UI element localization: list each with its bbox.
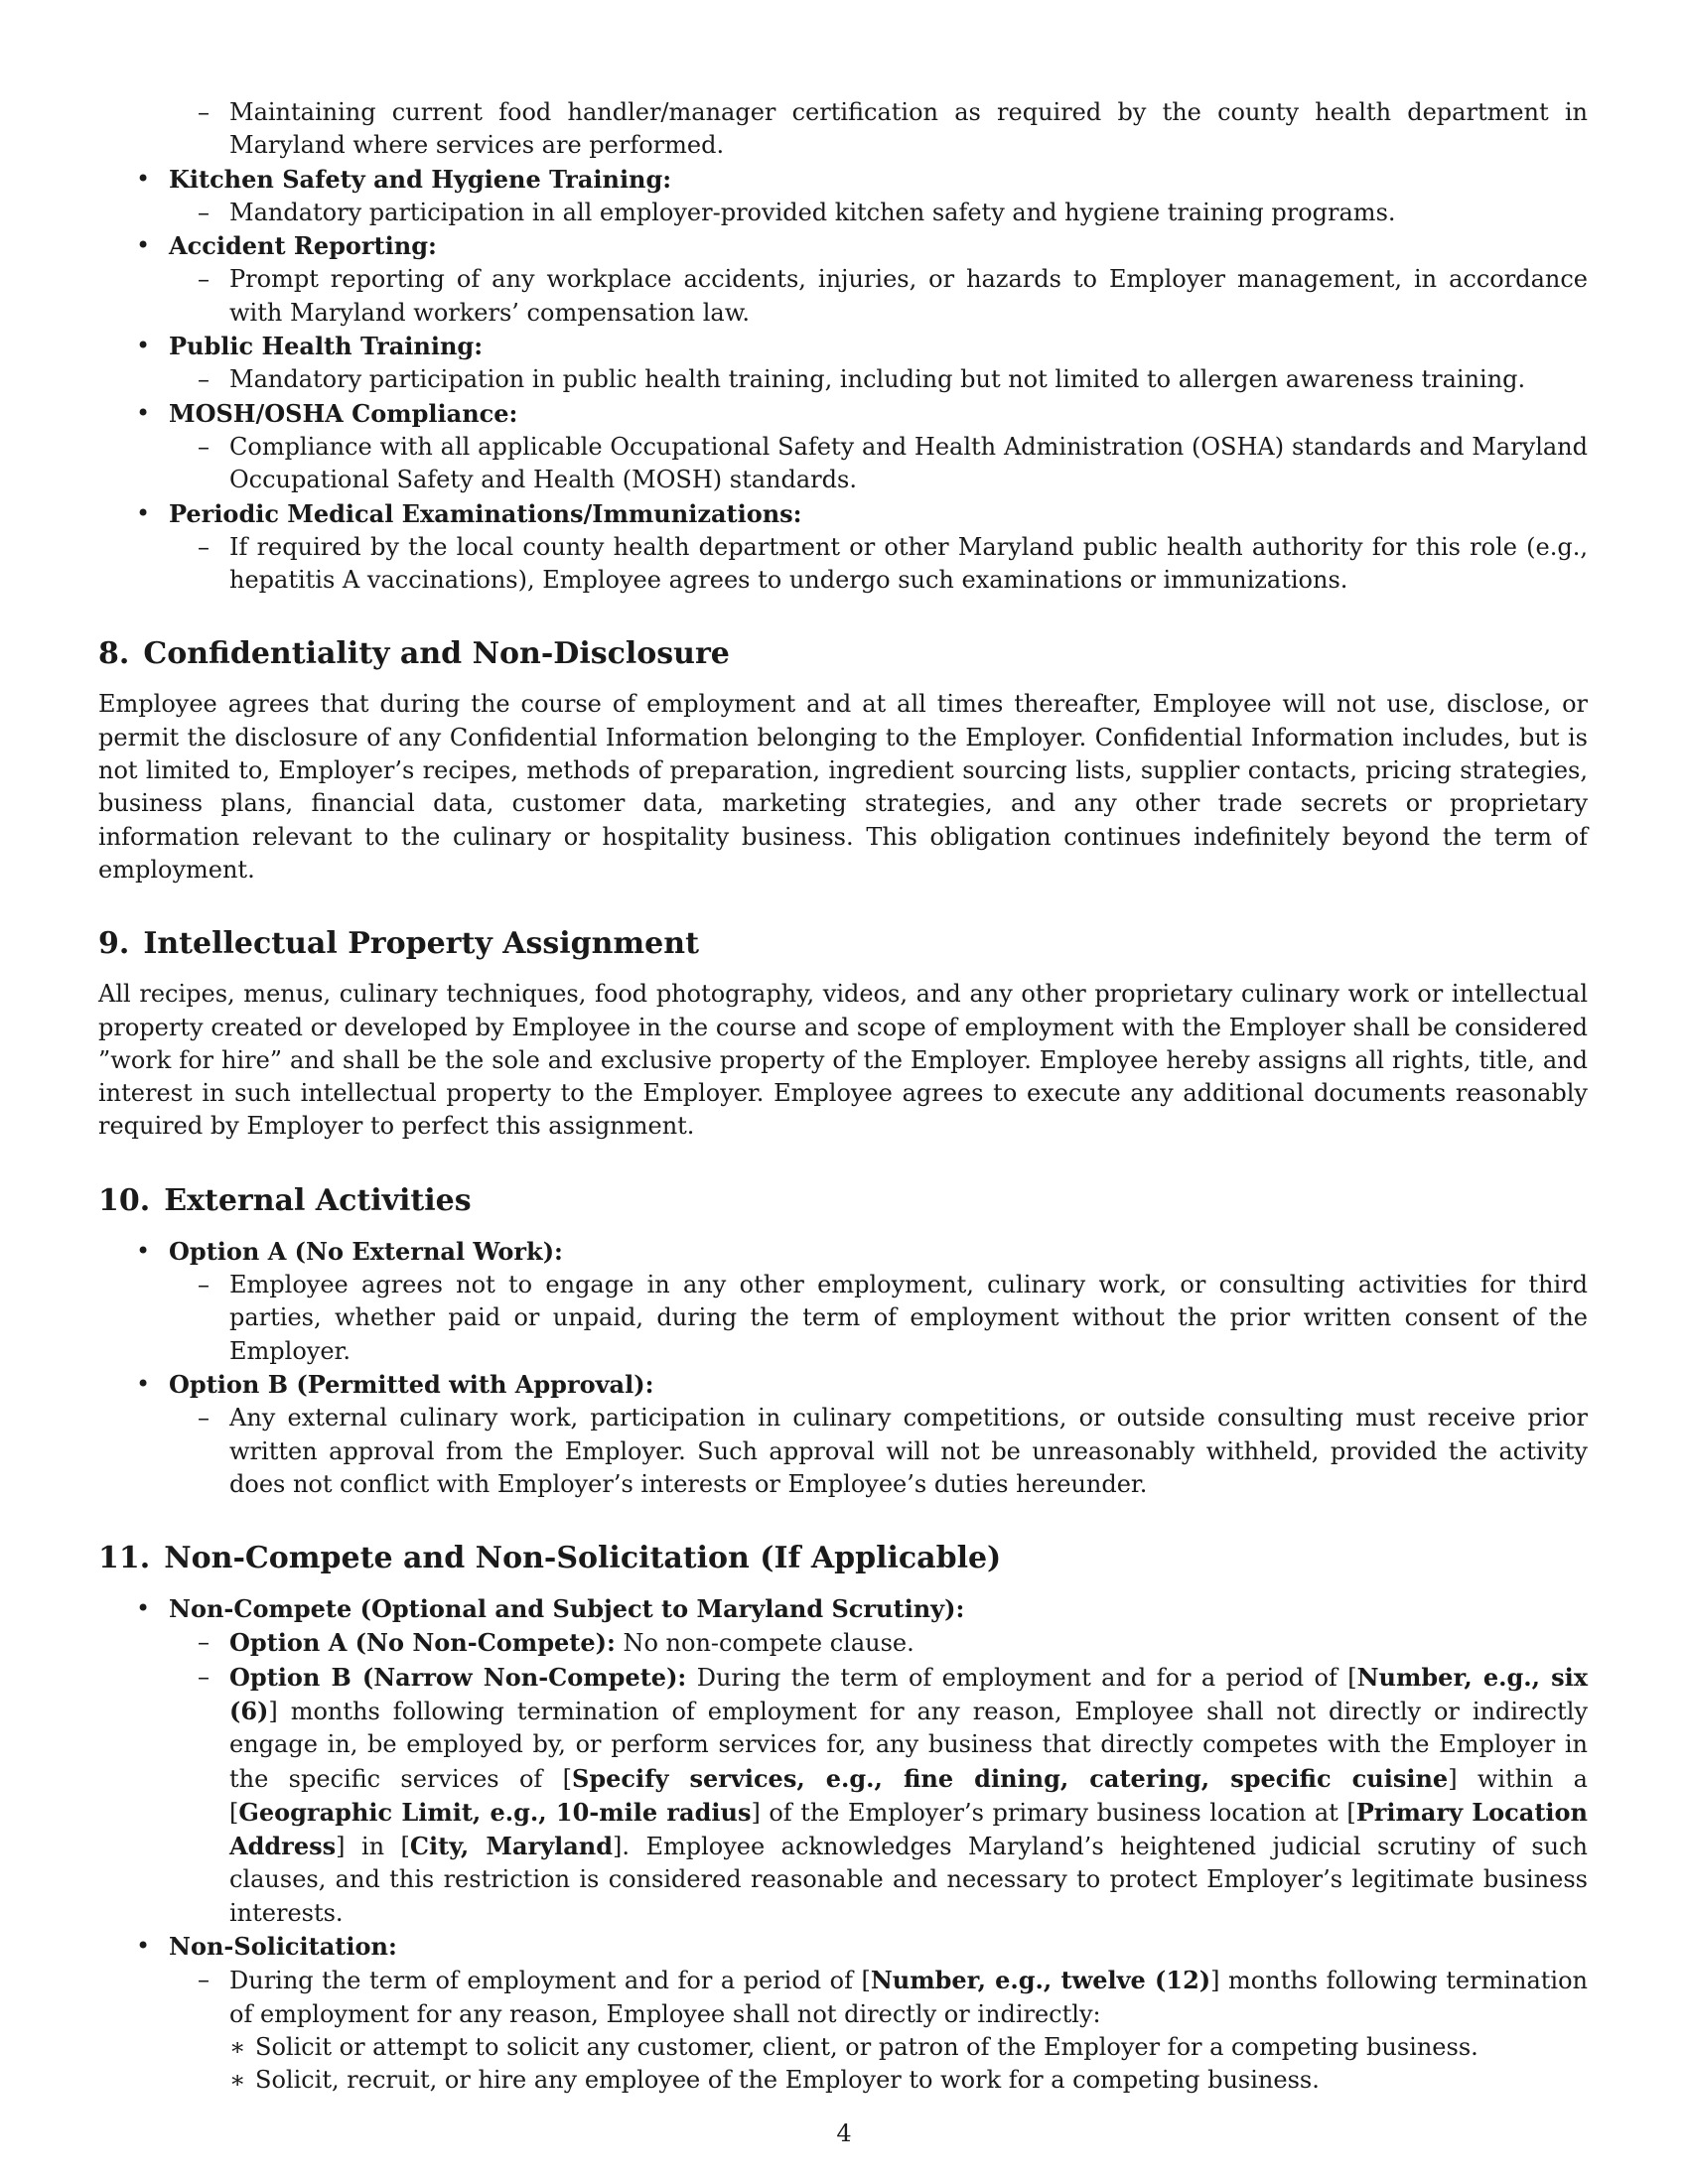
text-run: During the term of employment and for a period of [ xyxy=(686,1663,1357,1692)
list-item xyxy=(98,1368,1588,1501)
text-run: ] within a [ xyxy=(229,1764,1588,1827)
sub-item: – Prompt reporting of any workplace accidents, injuries, or hazards to Employer management, in accordance with Maryland workers’ compensation law. xyxy=(169,263,1588,330)
option-a-text: No non-compete clause. xyxy=(615,1629,914,1658)
text-run: ]. Employee acknowledges Maryland’s heightened judicial scrutiny of such clauses, and this restriction is considered reasonable and necessary to protect Employer’s legitimate business interests. xyxy=(229,1833,1588,1927)
option-a-item xyxy=(169,1626,1588,1660)
text-run: During the term of employment and for a period of [ xyxy=(229,1967,871,1995)
text-run: ] months following termination of employment for any reason, Employee shall not directly or indirectly: xyxy=(229,1967,1589,2028)
sub-list xyxy=(169,1626,1588,1930)
sub-sub-item: ∗ Solicit or attempt to solicit any customer, client, or patron of the Employer for a competing business. xyxy=(229,2031,1588,2064)
option-b-label: Option B (Permitted with Approval): xyxy=(169,1369,654,1399)
non-solicitation-item xyxy=(169,1964,1588,2097)
sub-item: – Mandatory participation in public health training, including but not limited to allergen awareness training. xyxy=(169,363,1588,396)
placeholder-location: Primary Location Address xyxy=(229,1797,1589,1861)
sub-list xyxy=(169,1269,1588,1368)
section-10 xyxy=(98,1181,1588,1501)
placeholder-geographic-limit: Geographic Limit, e.g., 10-mile radius xyxy=(238,1797,752,1827)
non-solicitation-label: Non-Solicitation: xyxy=(169,1932,397,1962)
section-number: 8. xyxy=(98,636,130,672)
item-label: Public Health Training: xyxy=(169,332,484,361)
sub-sub-item: ∗ Solicit, recruit, or hire any employee of the Employer to work for a competing business. xyxy=(229,2064,1588,2097)
section-title: Confidentiality and Non-Disclosure xyxy=(143,636,730,672)
item-label: Periodic Medical Examinations/Immunizations: xyxy=(169,498,802,528)
section-title: Non-Compete and Non-Solicitation (If Applicable) xyxy=(164,1541,1002,1576)
placeholder-city: City, Maryland xyxy=(409,1832,614,1861)
placeholder-services: Specify services, e.g., fine dining, catering, specific cuisine xyxy=(572,1763,1449,1793)
section-number: 9. xyxy=(98,926,130,962)
option-a-label: Option A (No External Work): xyxy=(169,1236,563,1266)
text-run: ] of the Employer’s primary business location at [ xyxy=(751,1798,1356,1827)
page-content xyxy=(98,96,1588,2098)
options-list xyxy=(98,1235,1588,1501)
list-item xyxy=(98,1592,1588,1930)
option-b-item xyxy=(169,1661,1588,1930)
section-number: 11. xyxy=(98,1541,151,1576)
section-number: 10. xyxy=(98,1182,151,1218)
section-heading xyxy=(98,1181,1588,1221)
page-number: 4 xyxy=(836,2119,852,2147)
sub-list xyxy=(169,431,1588,497)
sub-sub-list xyxy=(229,2031,1588,2098)
placeholder-number: Number, e.g., twelve (12) xyxy=(870,1966,1211,1995)
option-a-text: – Employee agrees not to engage in any other employment, culinary work, or consulting activities for third parties, whether paid or unpaid, during the term of employment without the prior written consent of the Employer. xyxy=(169,1269,1588,1368)
option-b-text: – Any external culinary work, participation in culinary competitions, or outside consulting must receive prior written approval from the Employer. Such approval will not be unreasonably withheld, provided the activity does not conflict with Employer’s interests or Employee’s duties hereunder. xyxy=(169,1402,1588,1501)
sub-list xyxy=(169,1964,1588,2097)
item-label: MOSH/OSHA Compliance: xyxy=(169,398,518,428)
section-body: All recipes, menus, culinary techniques, food photography, videos, and any other proprietary culinary work or intellectual property created or developed by Employee in the course and scope of employment with the Employer shall be considered ”work for hire” and shall be the sole and exclusive property of the Employer. Employee hereby assigns all rights, title, and interest in such intellectual property to the Employer. Employee agrees to execute any additional documents reasonably required by Employer to perfect this assignment. xyxy=(98,980,1588,1141)
sub-list xyxy=(169,96,1588,163)
sub-list xyxy=(169,1402,1588,1501)
section-title: External Activities xyxy=(164,1182,472,1218)
list-item xyxy=(98,497,1588,598)
list-item xyxy=(98,163,1588,230)
section-8 xyxy=(98,634,1588,887)
text-run: ] in [ xyxy=(336,1833,410,1861)
list-item xyxy=(98,397,1588,497)
sub-item: – Maintaining current food handler/manager certification as required by the county health department in Maryland where services are performed. xyxy=(169,96,1588,163)
section-heading xyxy=(98,634,1588,674)
non-compete-label: Non-Compete (Optional and Subject to Maryland Scrutiny): xyxy=(169,1594,965,1624)
top-bullet-list xyxy=(98,96,1588,597)
sub-list xyxy=(169,363,1588,396)
clauses-list xyxy=(98,1592,1588,2097)
list-item xyxy=(98,330,1588,397)
sub-list xyxy=(169,197,1588,229)
sub-list xyxy=(169,531,1588,598)
sub-item: – If required by the local county health department or other Maryland public health authority for this role (e.g., hepatitis A vaccinations), Employee agrees to undergo such examinations or immunizations. xyxy=(169,531,1588,598)
section-heading xyxy=(98,1539,1588,1578)
item-label: Accident Reporting: xyxy=(169,231,437,261)
placeholder-number: Number, e.g., six (6) xyxy=(229,1662,1588,1725)
section-title: Intellectual Property Assignment xyxy=(143,926,699,962)
item-label: Kitchen Safety and Hygiene Training: xyxy=(169,164,672,194)
section-9 xyxy=(98,924,1588,1143)
sub-item: – Compliance with all applicable Occupational Safety and Health Administration (OSHA) standards and Maryland Occupational Safety and Health (MOSH) standards. xyxy=(169,431,1588,497)
option-b-label: Option B (Narrow Non-Compete): xyxy=(229,1662,687,1692)
sub-item: – Mandatory participation in all employer-provided kitchen safety and hygiene training programs. xyxy=(169,197,1588,229)
continued-list-item xyxy=(98,96,1588,163)
sub-list xyxy=(169,263,1588,330)
section-heading xyxy=(98,924,1588,964)
section-11 xyxy=(98,1539,1588,2097)
list-item xyxy=(98,229,1588,330)
section-body: Employee agrees that during the course of employment and at all times thereafter, Employee will not use, disclose, or permit the disclosure of any Confidential Information belonging to the Employer. Confidential Information includes, but is not limited to, Employer’s recipes, methods of preparation, ingredient sourcing lists, supplier contacts, pricing strategies, business plans, financial data, customer data, marketing strategies, and any other trade secrets or proprietary information relevant to the culinary or hospitality business. This obligation continues indefinitely beyond the term of employment. xyxy=(98,690,1588,884)
text-run: ] months following termination of employment for any reason, Employee shall not directly or indirectly engage in, be employed by, or perform services for, any business that directly competes with the Employer in the specific services of [ xyxy=(229,1697,1588,1793)
list-item xyxy=(98,1235,1588,1368)
option-a-label: Option A (No Non-Compete): xyxy=(229,1628,616,1658)
list-item xyxy=(98,1930,1588,2097)
